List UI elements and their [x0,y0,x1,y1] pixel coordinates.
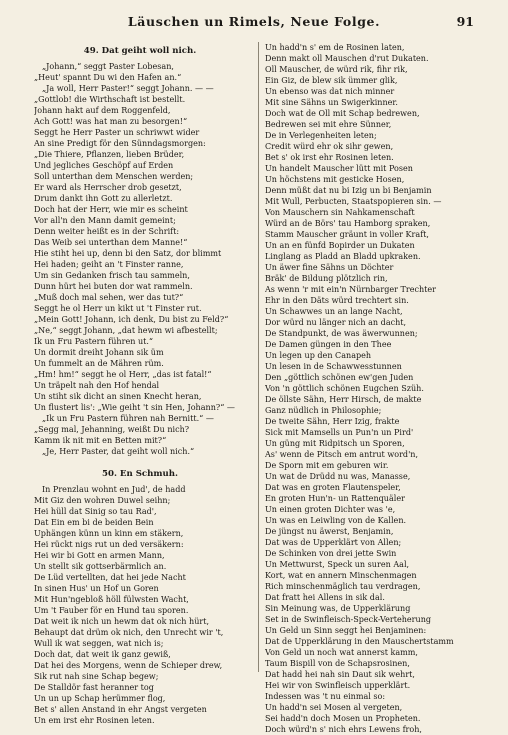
verse-line: Seggt he Herr Paster un schriwwt wider [34,128,200,137]
verse-line: Den „göttlich schönen ew'gen Juden [265,373,414,382]
verse-line: „Ik un Fru Pastern führen nah Bernitt.“ — [42,414,214,423]
verse-line: Oll Mauscher, de würd rik, fihr rik, [265,65,408,74]
verse-line: Denn makt oll Mauschen d'rut Dukaten. [265,54,429,63]
verse-line: „Die Thiere, Pflanzen, lieben Brüder, [34,150,185,159]
verse-line: De jüngst nu äwerst, Benjamin, [265,527,394,536]
verse-line: „Muß doch mal sehen, wer das tut?“ [34,293,184,302]
verse-line: Um sin Gedanken frisch tau sammeln, [34,271,190,280]
verse-line: Ein Giz, de blew sik ümmer glik, [265,76,398,85]
verse-line: Dat de Upperklärung in den Mauschertstamm [265,637,454,646]
verse-line: Ach Gott! was hat man zu besorgen!“ [34,117,188,126]
verse-line: Von 'n göttlich schönen Eugchen Szüh. [265,384,424,393]
verse-line: De Damen güngen in den Thee [265,340,392,349]
verse-line: Un träpelt nah den Hof hendal [34,381,160,390]
verse-line: Taum Bispill von de Schapsrosinen, [265,659,410,668]
verse-line: Un un up Schap herümmer flog, [34,694,166,703]
verse-line: „Segg mal, Jehanning, weißt Du nich? [34,425,190,434]
verse-line: „Je, Herr Paster, dat geiht woll nich.“ [42,447,195,456]
verse-line: Un lesen in de Schawwesstunnen [265,362,402,371]
verse-line: Drum dankt ihn Gott zu allerletzt. [34,194,173,203]
verse-line: Ganz nüdlich in Philosophie; [265,406,382,415]
verse-line: Denn müßt dat nu bi Izig un bi Benjamin [265,186,432,195]
verse-line: Bet s' allen Anstand in ehr Angst vergeten [34,705,207,714]
verse-line: Bräk' de Bildung plötzlich rin, [265,274,388,283]
verse-line: Das Weib sei unterthan dem Manne!“ [34,238,188,247]
verse-line: Würd an de Börs' tau Hamborg spraken, [265,219,431,228]
verse-line: Bet s' ok irst ehr Rosinen leten. [265,153,394,162]
verse-line: Un flustert lis': „Wie geiht 't sin Hen, Johann?“ — [34,403,235,412]
column-divider [258,42,259,672]
right-column [265,42,477,735]
verse-line: Un an en fünfd Bopirder un Dukaten [265,241,415,250]
verse-line: „Ne,“ seggt Johann, „dat hewm wi afbestellt; [34,326,218,335]
verse-line: Rich minschenmäglich tau verdragen, [265,582,421,591]
verse-line: Hie stiht hei up, denn bi den Satz, dor blimmt [34,249,222,258]
verse-line: In Prenzlau wohnt en Jud', de hadd [42,485,186,494]
verse-line: Kort, wat en annern Minschenmagen [265,571,417,580]
verse-line: Von Geld un noch wat annerst kamm, [265,648,418,657]
verse-line: Hei wir bi Gott en armen Mann, [34,551,165,560]
verse-line: Stamm Mauscher gräunt in voller Kraft, [265,230,429,239]
verse-line: Hei rückt nigs rut un ded versäkern: [34,540,184,549]
verse-line: In sinen Hus' un Hof un Goren [34,584,159,593]
verse-line: Johann hakt auf dem Roggenfeld, [34,106,171,115]
verse-line: Dat fratt hei Allens in sik dal. [265,593,385,602]
verse-line: Un Schawwes un an lange Nacht, [265,307,403,316]
verse-line: Mit Hun'ngebloß höll fülwsten Wacht, [34,595,189,604]
verse-line: Sei hadd'n doch Mosen un Propheten. [265,714,421,723]
verse-line: Dat hadd hei nah sin Daut sik wehrt, [265,670,415,679]
running-header [0,14,508,34]
verse-line: „Mein Gott! Johann, ich denk, Du bist zu Feld?“ [34,315,229,324]
verse-line: De tweite Sähn, Herr Izig, frakte [265,417,400,426]
verse-line: Un höchstens mit gesticke Hosen, [265,175,405,184]
verse-line: Un stellt sik gottserbärmlich an. [34,562,167,571]
verse-line: Indessen was 't nu einmal so: [265,692,386,701]
running-title: Läuschen un Rimels, Neue Folge. [127,14,381,29]
verse-line: As' wenn de Pitsch em antrut word'n, [265,450,419,459]
verse-line: Un Geld un Sinn seggt hei Benjaminen: [265,626,427,635]
verse-line: Un dormit dreiht Johann sik üm [34,348,164,357]
verse-line: Bedrewen sei mit ehre Sünner, [265,120,392,129]
verse-line: De Lüd vertellten, dat hei jede Nacht [34,573,186,582]
verse-line: Un hadd'n s' em de Rosinen laten, [265,43,405,52]
verse-line: „Ja woll, Herr Paster!“ seggt Johann. — — [42,84,214,93]
verse-line: As wenn 'r mit ein'n Nürnbarger Trechter [265,285,437,294]
verse-line: Un was en Leiwling von de Kallen. [265,516,407,525]
verse-line: Un fummelt an de Mähren rüm. [34,359,164,368]
verse-line: Soll unterthan dem Menschen werden; [34,172,194,181]
verse-line: Denn weiter heißt es in der Schrift: [34,227,180,236]
verse-line: De Sporn mit em geburen wir. [265,461,389,470]
verse-line: Linglang as Pladd an Bladd upkraken. [265,252,421,261]
verse-line: Kamm ik nit mit en Betten mit?“ [34,436,167,445]
verse-line: Vor all'n den Mann damit gemeint; [34,216,176,225]
verse-line: Un stiht sik dicht an sinen Knecht heran, [34,392,202,401]
verse-line: Un Mettwurst, Speck un suren Aal, [265,560,410,569]
verse-line: Mit sine Sähns un Swigerkinner. [265,98,398,107]
verse-line: Mit Wull, Perbucten, Staatspopieren sin. — [265,197,442,206]
verse-line: Und jegliches Geschöpf auf Erden [34,161,174,170]
poem-title: 50. En Schmuh. [101,469,178,479]
verse-line: Doch hat der Herr, wie mir es scheint [34,205,188,214]
verse-line: Um 't Fauber för en Hund tau sporen. [34,606,189,615]
verse-line: Un ebenso was dat nich minner [265,87,395,96]
verse-line: Dat was de Upperklärt von Allen; [265,538,402,547]
left-column [34,42,246,726]
verse-line: Dat weit ik nich un hewm dat ok nich hürt, [34,617,210,626]
verse-line: Doch würd'n s' nich ehrs Lewens froh, [265,725,422,734]
verse-line: Hei wir von Swinfleisch upperklärt. [265,681,411,690]
verse-line: Set in de Swinfleisch-Speck-Verteherung [265,615,432,624]
verse-line: De Schinken von drei jette Swin [265,549,397,558]
verse-line: An sine Predigt för den Sünndagsmorgen: [34,139,206,148]
verse-line: Behaupt dat drüm ok nich, den Unrecht wir 't, [34,628,224,637]
verse-line: Dunn hürt hei buten dor wat rammeln. [34,282,193,291]
verse-line: De Stalldör fast heranner tog [34,683,154,692]
verse-line: Von Mauschern sin Nahkamenschaft [265,208,415,217]
poem-title: 49. Dat geiht woll nich. [83,46,197,56]
verse-line: De öllste Sähn, Herr Hirsch, de makte [265,395,422,404]
verse-line: Un einen groten Dichter was 'e, [265,505,396,514]
verse-line: Hei hüll dat Sinig so tau Rad', [34,507,157,516]
verse-line: Hei haden; geiht an 't Finster ranne, [34,260,184,269]
verse-line: Dat hei des Morgens, wenn de Schieper drew, [34,661,223,670]
verse-line: „Heut' spannt Du wi den Hafen an.“ [34,73,182,82]
verse-line: Credit würd ehr ok sihr gewen, [265,142,394,151]
verse-line: Er ward als Herrscher drob gesetzt, [34,183,182,192]
verse-line: Un handelt Mauscher lütt mit Posen [265,164,413,173]
verse-line: Un legen up den Canapeh [265,351,372,360]
verse-line: Doch dat, dat weit ik ganz gewiß, [34,650,171,659]
verse-line: Seggt he ol Herr un kikt ut 't Finster rut. [34,304,202,313]
verse-line: Dat was en groten Flautenspeler, [265,483,401,492]
verse-line: Sik rut nah sine Schap begew; [34,672,159,681]
verse-line: Uphängen künn un kinn em stäkern, [34,529,184,538]
verse-line: De Standpunkt, de was äwerwunnen; [265,329,418,338]
verse-line: Sick mit Mamsells un Pun'n un Pird' [265,428,414,437]
verse-line: En groten Hun'n- un Rattenquäler [265,494,405,503]
verse-line: Ehr in den Däts würd trechtert sin. [265,296,409,305]
verse-line: Un güng mit Ridpitsch un Sporen, [265,439,405,448]
verse-line: Doch wat de Oll mit Schap bedrewen, [265,109,420,118]
verse-line: Sin Meinung was, de Upperklärung [265,604,411,613]
verse-line: Dat Ein em bi de beiden Bein [34,518,154,527]
verse-line: Un em irst ehr Rosinen leten. [34,716,155,725]
verse-line: Un hadd'n sei Mosen al vergeten, [265,703,403,712]
verse-line: „Johann,“ seggt Paster Lobesan, [42,62,174,71]
verse-line: Wull ik wat seggen, wat nich is; [34,639,164,648]
verse-line: Dor würd nu länger nich an dacht, [265,318,407,327]
verse-line: Un wat de Drüdd nu was, Manasse, [265,472,411,481]
verse-line: „Hm! hm!“ seggt he ol Herr, „das ist fatal!“ [34,370,212,379]
verse-line: „Gottlob! die Wirthschaft ist bestellt. [34,95,186,104]
verse-line: Un äwer fine Sähns un Döchter [265,263,394,272]
verse-line: Ik un Fru Pastern führen ut.“ [34,337,154,346]
verse-line: De in Verlegenheiten leten; [265,131,377,140]
verse-line: Mit Giz den wohren Duwel seihn; [34,496,171,505]
page-number: 91 [456,14,474,29]
